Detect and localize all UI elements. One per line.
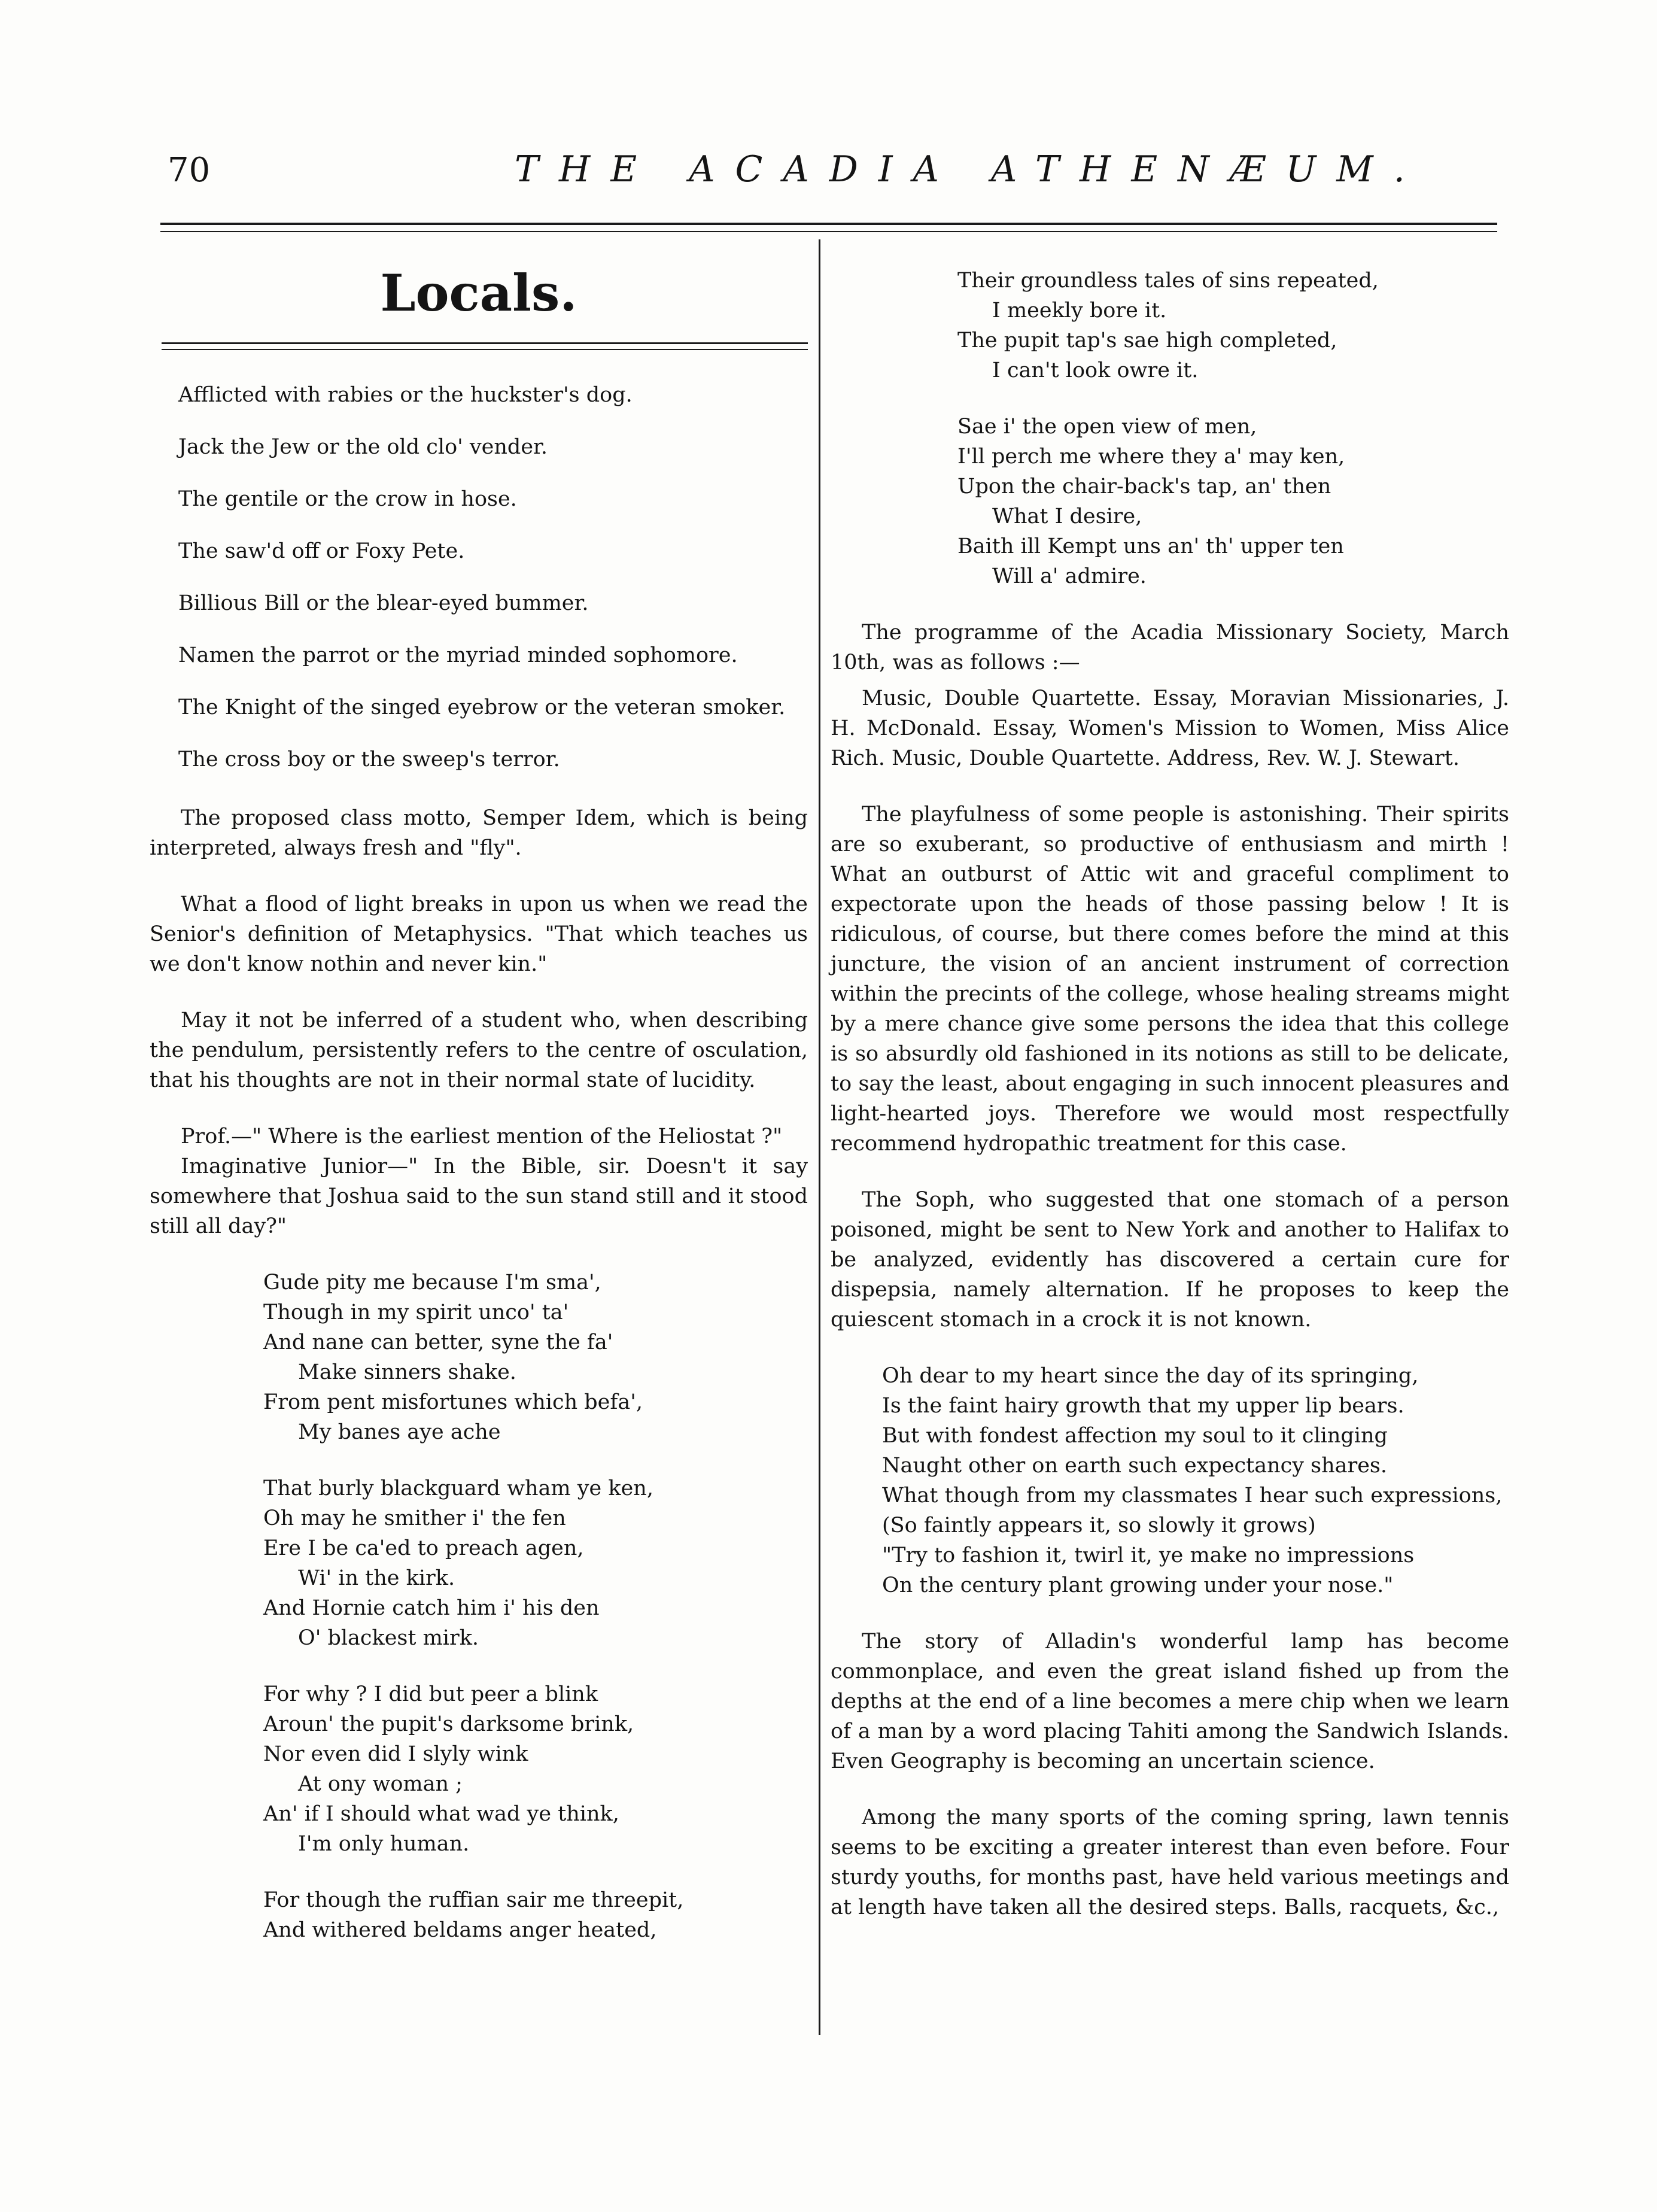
verse-stanza <box>150 1885 808 1945</box>
list-item: The saw'd off or Foxy Pete. <box>178 539 465 563</box>
verse-line: What I desire, <box>992 505 1142 528</box>
verse-line: And nane can better, syne the fa' <box>263 1330 613 1354</box>
verse-line: From pent misfortunes which befa', <box>263 1390 643 1414</box>
verse-stanza <box>150 1473 808 1653</box>
header-rule-thick <box>160 223 1497 225</box>
page-number: 70 <box>168 151 211 190</box>
verse-line: O' blackest mirk. <box>298 1626 479 1650</box>
verse-stanza <box>831 1361 1509 1600</box>
paragraph: The programme of the Acadia Missionary Society, March 10th, was as follows :— <box>831 621 1509 674</box>
verse-line: But with fondest affection my soul to it clinging <box>882 1424 1388 1448</box>
verse-line: Ere I be ca'ed to preach agen, <box>263 1536 584 1560</box>
verse-line: An' if I should what wad ye think, <box>263 1802 619 1826</box>
list-item: The gentile or the crow in hose. <box>178 487 517 511</box>
list-item: Namen the parrot or the myriad minded sophomore. <box>178 643 738 667</box>
section-title: Locals. <box>380 263 577 323</box>
paragraph: May it not be inferred of a student who, when describing the pendulum, persistently refers to the centre of osculation, that his thoughts are not in their normal state of lucidity. <box>150 1008 808 1092</box>
list-item: Billious Bill or the blear-eyed bummer. <box>178 591 589 615</box>
verse-line: Upon the chair-back's tap, an' then <box>957 475 1331 499</box>
list-item: Jack the Jew or the old clo' vender. <box>178 435 548 459</box>
verse-line: For though the ruffian sair me threepit, <box>263 1888 684 1912</box>
verse-line: The pupit tap's sae high completed, <box>957 329 1337 353</box>
verse-stanza <box>831 412 1509 591</box>
verse-line: My banes aye ache <box>298 1420 501 1444</box>
list-item: Afflicted with rabies or the huckster's dog. <box>178 383 633 407</box>
verse-line: Will a' admire. <box>992 564 1147 588</box>
verse-line: I'm only human. <box>298 1832 470 1856</box>
dialogue-line: Prof.—" Where is the earliest mention of the Heliostat ?" <box>181 1125 783 1148</box>
verse-line: And withered beldams anger heated, <box>263 1918 657 1942</box>
dialogue-line: Imaginative Junior—" In the Bible, sir. Doesn't it say somewhere that Joshua said to the sun stand still and it stood still all day?" <box>150 1154 808 1238</box>
paragraph: Among the many sports of the coming spring, lawn tennis seems to be exciting a greater interest than even before. Four sturdy youths, for months past, have held various meetings and at length have taken all the desired steps. Balls, racquets, &c., <box>831 1806 1509 1919</box>
verse-line: I can't look owre it. <box>992 358 1199 382</box>
header-rule-thin <box>160 231 1497 232</box>
verse-line: Make sinners shake. <box>298 1360 516 1384</box>
paragraph: The Soph, who suggested that one stomach of a person poisoned, might be sent to New York and another to Halifax to be analyzed, evidently has discovered a certain cure for dispepsia, namely alternation. If he proposes to keep the quiescent stomach in a crock it is not known. <box>831 1188 1509 1332</box>
verse-line: Naught other on earth such expectancy shares. <box>882 1454 1388 1478</box>
title-rule-thin <box>162 349 808 350</box>
verse-line: Wi' in the kirk. <box>298 1566 455 1590</box>
verse-line: (So faintly appears it, so slowly it grows) <box>882 1514 1316 1538</box>
verse-line: For why ? I did but peer a blink <box>263 1682 598 1706</box>
title-rule-thick <box>162 342 808 344</box>
verse-line: I meekly bore it. <box>992 299 1167 323</box>
paragraph: The proposed class motto, Semper Idem, which is being interpreted, always fresh and "fly". <box>150 806 808 860</box>
verse-line: Sae i' the open view of men, <box>957 415 1257 439</box>
nickname-list <box>150 380 808 774</box>
verse-line: Though in my spirit unco' ta' <box>263 1301 569 1324</box>
verse-line: On the century plant growing under your nose." <box>882 1573 1394 1597</box>
verse-line: That burly blackguard wham ye ken, <box>263 1476 653 1500</box>
verse-line: And Hornie catch him i' his den <box>263 1596 600 1620</box>
verse-line: At ony woman ; <box>298 1772 463 1796</box>
verse-line: Their groundless tales of sins repeated, <box>957 269 1379 293</box>
right-column <box>819 266 1509 1949</box>
list-item: The cross boy or the sweep's terror. <box>178 748 560 771</box>
verse-line: Baith ill Kempt uns an' th' upper ten <box>957 534 1344 558</box>
verse-line: Nor even did I slyly wink <box>263 1742 528 1766</box>
verse-line: Is the faint hairy growth that my upper lip bears. <box>882 1394 1404 1418</box>
verse-stanza <box>150 1679 808 1859</box>
verse-line: What though from my classmates I hear such expressions, <box>882 1484 1503 1508</box>
verse-stanza <box>831 266 1509 385</box>
left-column <box>150 263 808 1971</box>
verse-line: Aroun' the pupit's darksome brink, <box>263 1712 634 1736</box>
paragraph: The playfulness of some people is astonishing. Their spirits are so exuberant, so productive of enthusiasm and mirth ! What an outburst of Attic wit and graceful compliment to expectorate upon the heads of those passing below ! It is ridiculous, of course, but there comes before the mind at this juncture, the vision of an ancient instrument of correction within the precints of the college, whose healing streams might by a mere chance give some persons the idea that this college is so absurdly old fashioned in its notions as still to be delicate, to say the least, about engaging in such innocent pleasures and light-hearted joys. Therefore we would most respectfully recommend hydropathic treatment for this case. <box>831 803 1509 1156</box>
verse-line: Oh dear to my heart since the day of its springing, <box>882 1364 1419 1388</box>
verse-line: Oh may he smither i' the fen <box>263 1506 566 1530</box>
verse-stanza <box>150 1268 808 1447</box>
paragraph: The story of Alladin's wonderful lamp has become commonplace, and even the great island fished up from the depths at the end of a line becomes a mere chip when we learn of a man by a word placing Tahiti among the Sandwich Islands. Even Geography is becoming an uncertain science. <box>831 1630 1509 1773</box>
verse-line: Gude pity me because I'm sma', <box>263 1271 601 1295</box>
paragraph: What a flood of light breaks in upon us when we read the Senior's definition of Metaphysics. "That which teaches us we don't know nothin and never kin." <box>150 892 808 976</box>
list-item: The Knight of the singed eyebrow or the veteran smoker. <box>178 695 786 719</box>
running-title: THE ACADIA ATHENÆUM. <box>515 148 1425 190</box>
verse-line: "Try to fashion it, twirl it, ye make no impressions <box>882 1543 1415 1567</box>
verse-line: I'll perch me where they a' may ken, <box>957 445 1345 469</box>
paragraph: Music, Double Quartette. Essay, Moravian Missionaries, J. H. McDonald. Essay, Women's Mission to Women, Miss Alice Rich. Music, Double Quartette. Address, Rev. W. J. Stewart. <box>831 686 1509 770</box>
